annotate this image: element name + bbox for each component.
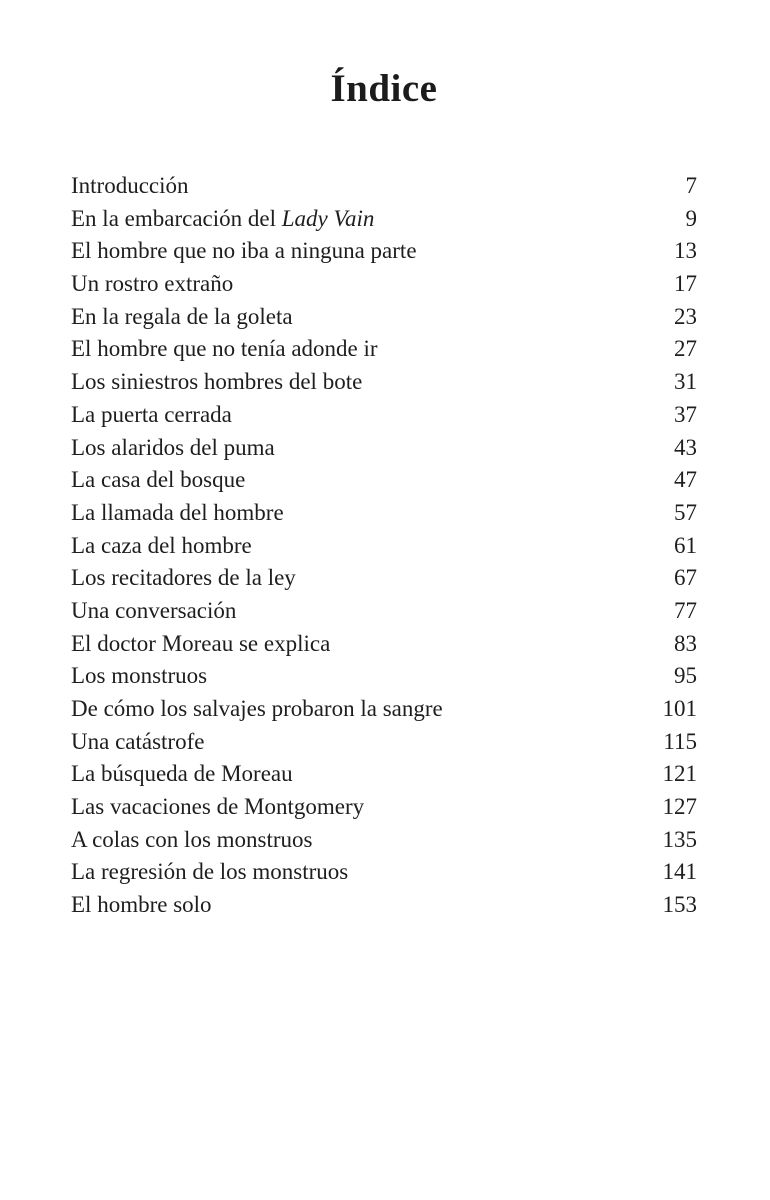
toc-entry-title-text: La casa del bosque xyxy=(71,467,246,493)
toc-entry-title xyxy=(71,562,296,595)
toc-entry-title-text: Los recitadores de la ley xyxy=(71,565,296,591)
toc-entry xyxy=(71,595,697,628)
toc-entry-title xyxy=(71,824,313,857)
toc-entry-page: 153 xyxy=(662,892,697,918)
toc-entry-title xyxy=(71,497,284,530)
toc-entry-page: 13 xyxy=(674,238,697,264)
toc-entry-page: 37 xyxy=(674,401,697,427)
toc-entry-title xyxy=(71,366,362,399)
toc-entry-title-text: Un rostro extraño xyxy=(71,271,234,297)
toc-entry-title-text: De cómo los salvajes probaron la sangre xyxy=(71,696,443,721)
toc-entry-page: 43 xyxy=(674,434,697,460)
toc-entry-title xyxy=(71,595,236,628)
toc-entry xyxy=(71,856,697,889)
toc-entry-page: 23 xyxy=(674,303,697,329)
toc-entry xyxy=(71,562,697,595)
toc-entry-title-italic: Lady Vain xyxy=(281,205,375,231)
toc-entry-page: 95 xyxy=(674,663,697,689)
toc-entry xyxy=(71,889,697,922)
toc-entry-page: 77 xyxy=(674,597,697,623)
toc-entry-title-text: Los monstruos xyxy=(71,663,208,689)
toc-entry-page: 27 xyxy=(674,336,697,362)
toc-entry-title xyxy=(71,203,374,236)
toc-entry-page: 141 xyxy=(662,859,697,885)
toc-entry xyxy=(71,235,697,268)
toc-entry-title xyxy=(71,856,348,889)
toc-entry-page: 83 xyxy=(674,630,697,656)
toc-entry xyxy=(71,726,697,759)
toc-entry-title-text: La regresión de los monstruos xyxy=(71,859,349,885)
toc-entry-title xyxy=(71,301,293,334)
toc-entry-page: 61 xyxy=(674,532,697,558)
toc-entry-page: 127 xyxy=(662,794,697,820)
toc-entry-title-text: A colas con los monstruos xyxy=(71,826,313,852)
toc-entry-page: 67 xyxy=(674,565,697,591)
toc-entry xyxy=(71,301,697,334)
toc-entry-title xyxy=(71,170,189,203)
toc-entry xyxy=(71,268,697,301)
toc-entry-title-text: El doctor Moreau se explica xyxy=(71,630,331,656)
toc-entry xyxy=(71,758,697,791)
toc-entry-title-text: Los siniestros hombres del bote xyxy=(71,369,363,395)
toc-entry-title-text: Introducción xyxy=(71,173,189,198)
toc-entry xyxy=(71,432,697,465)
toc-entry-title-text: La caza del hombre xyxy=(71,532,252,558)
toc-entry-title xyxy=(71,268,233,301)
toc-entry-title xyxy=(71,530,252,563)
toc-entry-page: 135 xyxy=(662,826,697,852)
toc-entry-title xyxy=(71,758,293,791)
toc-entry xyxy=(71,628,697,661)
toc-entry-title-text: Las vacaciones de Montgomery xyxy=(71,794,365,820)
toc-entry xyxy=(71,824,697,857)
toc-entry-title-text: La llamada del hombre xyxy=(71,499,284,525)
toc-entry xyxy=(71,497,697,530)
toc-entry-page: 47 xyxy=(674,467,697,493)
toc-entry-page: 9 xyxy=(685,205,697,231)
toc-entry xyxy=(71,693,697,726)
toc-entry xyxy=(71,464,697,497)
toc-entry-title xyxy=(71,464,245,497)
toc-entry-title-text: En la regala de la goleta xyxy=(71,303,293,329)
toc-entry-title-text: Una catástrofe xyxy=(71,728,205,754)
toc-entry xyxy=(71,333,697,366)
toc-entry-page: 57 xyxy=(674,499,697,525)
toc-entry-title-text: Los alaridos del puma xyxy=(71,434,275,460)
toc-entry-title xyxy=(71,628,330,661)
page-title: Índice xyxy=(330,67,438,110)
toc-entry-title xyxy=(71,791,364,824)
toc-entry xyxy=(71,660,697,693)
toc-entry xyxy=(71,203,697,236)
toc-entry xyxy=(71,791,697,824)
toc-entry-page: 17 xyxy=(674,271,697,297)
toc-entry-title xyxy=(71,726,204,759)
toc-entry-title-text: La puerta cerrada xyxy=(71,401,232,427)
toc-entry xyxy=(71,366,697,399)
toc-entry-title-text: El hombre que no iba a ninguna parte xyxy=(71,238,417,264)
toc-entry-title-text: La búsqueda de Moreau xyxy=(71,761,293,787)
toc-entry-page: 101 xyxy=(662,696,697,721)
toc-entry-title xyxy=(71,660,207,693)
toc-entry-title-text: Una conversación xyxy=(71,597,237,623)
toc-entry-title-text: El hombre solo xyxy=(71,892,212,918)
toc-entry-title xyxy=(71,235,417,268)
toc-entry-title xyxy=(71,432,275,465)
toc-entry-title xyxy=(71,333,378,366)
toc-entry xyxy=(71,170,697,203)
toc-entry-title xyxy=(71,399,232,432)
toc-entry xyxy=(71,399,697,432)
toc-entry-page: 115 xyxy=(663,728,697,754)
toc-entry-title-text: En la embarcación del xyxy=(71,205,282,231)
toc-entry-page: 121 xyxy=(662,761,697,787)
toc-entry xyxy=(71,530,697,563)
toc-entry-title xyxy=(71,889,212,922)
toc-entry-title xyxy=(71,693,443,726)
toc-entry-title-text: El hombre que no tenía adonde ir xyxy=(71,336,378,362)
table-of-contents xyxy=(71,170,697,922)
toc-entry-page: 7 xyxy=(685,173,697,198)
toc-entry-page: 31 xyxy=(674,369,697,395)
